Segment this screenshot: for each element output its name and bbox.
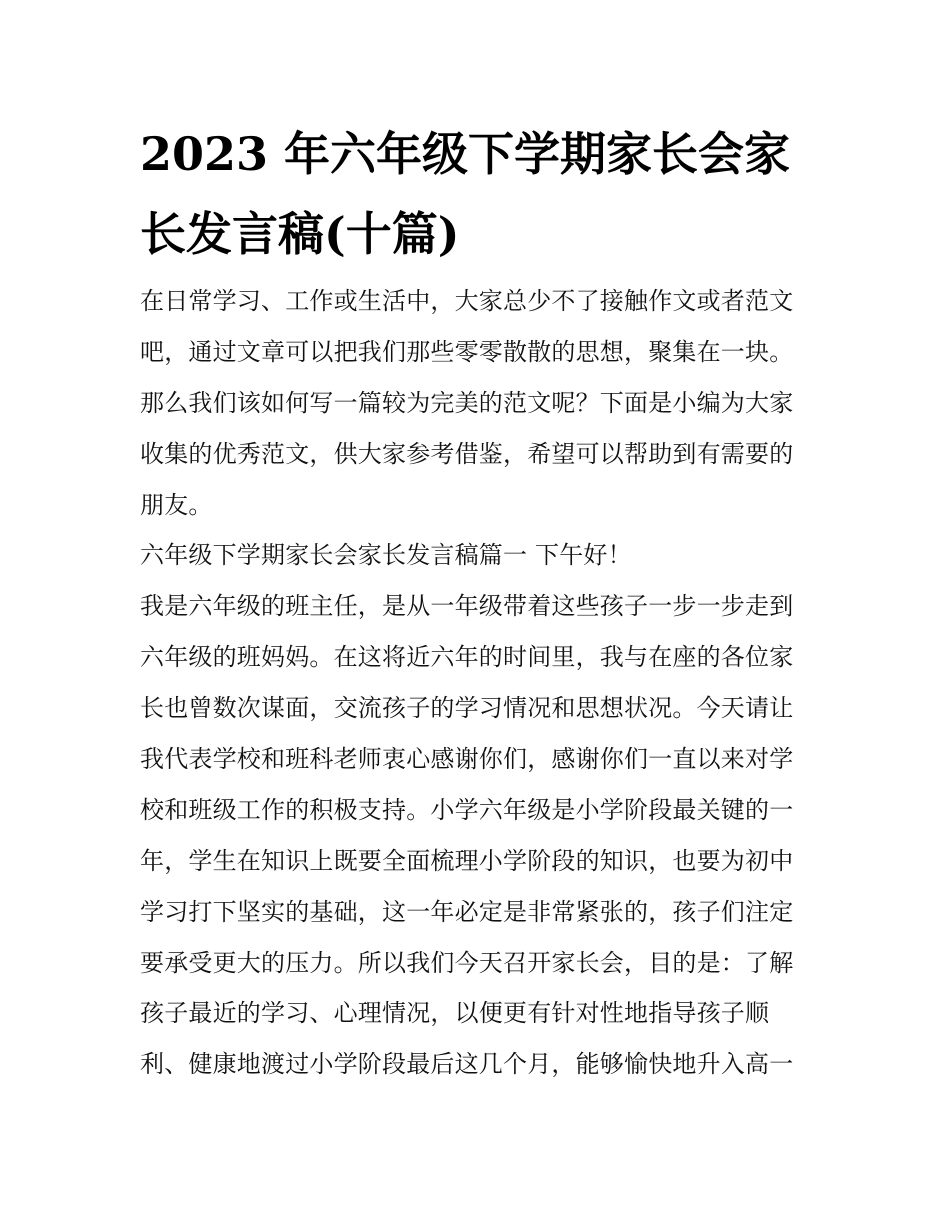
body-line: 长也曾数次谋面，交流孩子的学习情况和思想状况。今天请让 <box>140 694 794 723</box>
title-line: 2023 年六年级下学期家长会家 <box>140 127 791 181</box>
body-line: 孩子最近的学习、心理情况，以便更有针对性地指导孩子顺 <box>140 999 770 1028</box>
body-line: 朋友。 <box>140 490 213 519</box>
body-line: 要承受更大的压力。所以我们今天召开家长会，目的是：了解 <box>140 948 794 977</box>
body-line: 校和班级工作的积极支持。小学六年级是小学阶段最关键的一 <box>140 795 794 824</box>
document-title <box>140 114 820 274</box>
section-heading-line: 六年级下学期家长会家长发言稿篇一 下午好！ <box>140 541 632 570</box>
body-line: 那么我们该如何写一篇较为完美的范文呢？下面是小编为大家 <box>140 388 794 417</box>
body-line: 年，学生在知识上既要全面梳理小学阶段的知识，也要为初中 <box>140 846 794 875</box>
body-line: 利、健康地渡过小学阶段最后这几个月，能够愉快地升入高一 <box>140 1050 794 1079</box>
body-line: 我是六年级的班主任，是从一年级带着这些孩子一步一步走到 <box>140 592 794 621</box>
body-line: 收集的优秀范文，供大家参考借鉴，希望可以帮助到有需要的 <box>140 439 794 468</box>
document-body <box>140 280 830 1094</box>
body-line: 我代表学校和班科老师衷心感谢你们，感谢你们一直以来对学 <box>140 745 794 774</box>
body-line: 学习打下坚实的基础，这一年必定是非常紧张的，孩子们注定 <box>140 897 794 926</box>
body-line: 在日常学习、工作或生活中，大家总少不了接触作文或者范文 <box>140 287 794 315</box>
title-line: 长发言稿(十篇) <box>140 207 460 261</box>
body-line: 六年级的班妈妈。在这将近六年的时间里，我与在座的各位家 <box>140 643 794 672</box>
body-line: 吧，通过文章可以把我们那些零零散散的思想，聚集在一块。 <box>140 337 794 366</box>
